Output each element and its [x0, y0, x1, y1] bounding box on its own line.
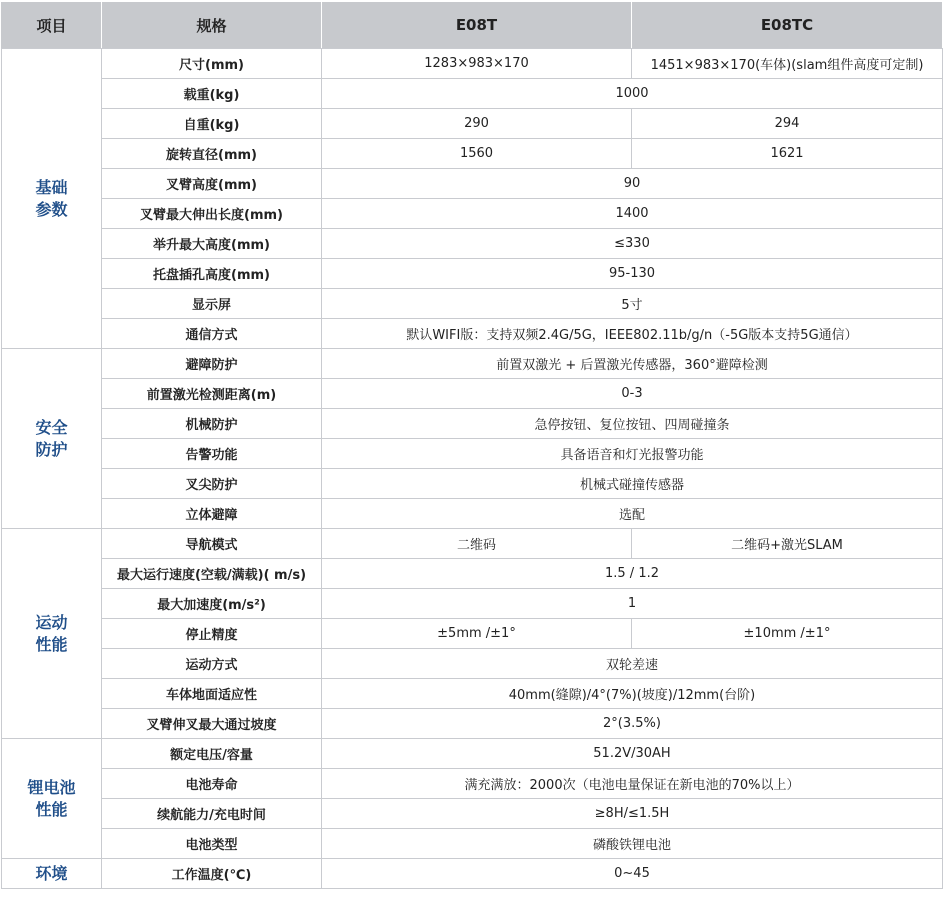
value-e08tc: 1451×983×170(车体)(slam组件高度可定制) [632, 49, 943, 79]
row-label: 停止精度 [102, 619, 322, 649]
category-label: 锂电池 性能 [27, 777, 76, 819]
table-row [2, 829, 943, 859]
table-row [2, 229, 943, 259]
row-label: 告警功能 [102, 439, 322, 469]
header-spec: 规格 [102, 2, 322, 49]
row-label: 电池类型 [102, 829, 322, 859]
table-row [2, 469, 943, 499]
value-shared: 默认WIFI版：支持双频2.4G/5G，IEEE802.11b/g/n（-5G版本支持5G通信） [322, 319, 943, 349]
table-row [2, 529, 943, 559]
row-label: 叉臂高度(mm) [102, 169, 322, 199]
table-row [2, 319, 943, 349]
table-row [2, 379, 943, 409]
row-label: 导航模式 [102, 529, 322, 559]
value-e08tc: ±10mm /±1° [632, 619, 943, 649]
table-row [2, 649, 943, 679]
row-label: 叉臂最大伸出长度(mm) [102, 199, 322, 229]
table-row [2, 709, 943, 739]
table-row [2, 589, 943, 619]
value-shared: 0-3 [322, 379, 943, 409]
row-label: 自重(kg) [102, 109, 322, 139]
row-label: 续航能力/充电时间 [102, 799, 322, 829]
value-shared: 选配 [322, 499, 943, 529]
value-e08t: 1560 [322, 139, 632, 169]
value-e08tc: 二维码+激光SLAM [632, 529, 943, 559]
row-label: 电池寿命 [102, 769, 322, 799]
row-label: 最大加速度(m/s²) [102, 589, 322, 619]
row-label: 避障防护 [102, 349, 322, 379]
row-label: 载重(kg) [102, 79, 322, 109]
value-shared: 1000 [322, 79, 943, 109]
value-shared: 机械式碰撞传感器 [322, 469, 943, 499]
value-shared: 5寸 [322, 289, 943, 319]
table-row [2, 289, 943, 319]
value-shared: 急停按钮、复位按钮、四周碰撞条 [322, 409, 943, 439]
row-label: 举升最大高度(mm) [102, 229, 322, 259]
value-shared: 具备语音和灯光报警功能 [322, 439, 943, 469]
row-label: 尺寸(mm) [102, 49, 322, 79]
row-label: 额定电压/容量 [102, 739, 322, 769]
category-battery [2, 739, 102, 859]
value-shared: 磷酸铁锂电池 [322, 829, 943, 859]
table-row [2, 169, 943, 199]
row-label: 通信方式 [102, 319, 322, 349]
category-safety [2, 349, 102, 529]
category-label: 运动 性能 [35, 612, 68, 654]
value-shared: 95-130 [322, 259, 943, 289]
table-row [2, 139, 943, 169]
value-shared: 0~45 [322, 859, 943, 889]
table-row [2, 49, 943, 79]
table-row [2, 439, 943, 469]
value-e08t: ±5mm /±1° [322, 619, 632, 649]
row-label: 叉臂伸叉最大通过坡度 [102, 709, 322, 739]
category-motion [2, 529, 102, 739]
value-shared: 满充满放：2000次（电池电量保证在新电池的70%以上） [322, 769, 943, 799]
table-row [2, 349, 943, 379]
category-label: 基础 参数 [35, 177, 68, 219]
value-e08tc: 1621 [632, 139, 943, 169]
spec-table [1, 1, 943, 889]
table-row [2, 499, 943, 529]
header-item: 项目 [2, 2, 102, 49]
row-label: 显示屏 [102, 289, 322, 319]
value-e08t: 1283×983×170 [322, 49, 632, 79]
row-label: 机械防护 [102, 409, 322, 439]
value-shared: ≥8H/≤1.5H [322, 799, 943, 829]
row-label: 叉尖防护 [102, 469, 322, 499]
table-row [2, 559, 943, 589]
value-shared: 前置双激光 + 后置激光传感器，360°避障检测 [322, 349, 943, 379]
category-label: 安全 防护 [35, 417, 68, 459]
value-shared: 2°(3.5%) [322, 709, 943, 739]
table-row [2, 679, 943, 709]
table-row [2, 859, 943, 889]
category-basic [2, 49, 102, 349]
row-label: 前置激光检测距离(m) [102, 379, 322, 409]
value-shared: 双轮差速 [322, 649, 943, 679]
row-label: 旋转直径(mm) [102, 139, 322, 169]
table-row [2, 799, 943, 829]
table-row [2, 109, 943, 139]
table-row [2, 199, 943, 229]
row-label: 立体避障 [102, 499, 322, 529]
value-shared: 40mm(缝隙)/4°(7%)(坡度)/12mm(台阶) [322, 679, 943, 709]
header-model-e08t: E08T [322, 2, 632, 49]
value-shared: ≤330 [322, 229, 943, 259]
row-label: 运动方式 [102, 649, 322, 679]
row-label: 托盘插孔高度(mm) [102, 259, 322, 289]
table-row [2, 769, 943, 799]
row-label: 工作温度(℃) [102, 859, 322, 889]
category-label: 环境 [35, 863, 68, 883]
value-e08t: 290 [322, 109, 632, 139]
header-row [2, 2, 943, 49]
row-label: 最大运行速度(空载/满载)( m/s) [102, 559, 322, 589]
category-env [2, 859, 102, 889]
header-model-e08tc: E08TC [632, 2, 943, 49]
value-shared: 51.2V/30AH [322, 739, 943, 769]
value-shared: 1400 [322, 199, 943, 229]
table-row [2, 619, 943, 649]
value-e08t: 二维码 [322, 529, 632, 559]
value-shared: 90 [322, 169, 943, 199]
value-shared: 1.5 / 1.2 [322, 559, 943, 589]
value-shared: 1 [322, 589, 943, 619]
table-row [2, 409, 943, 439]
table-row [2, 79, 943, 109]
row-label: 车体地面适应性 [102, 679, 322, 709]
table-row [2, 259, 943, 289]
table-row [2, 739, 943, 769]
value-e08tc: 294 [632, 109, 943, 139]
